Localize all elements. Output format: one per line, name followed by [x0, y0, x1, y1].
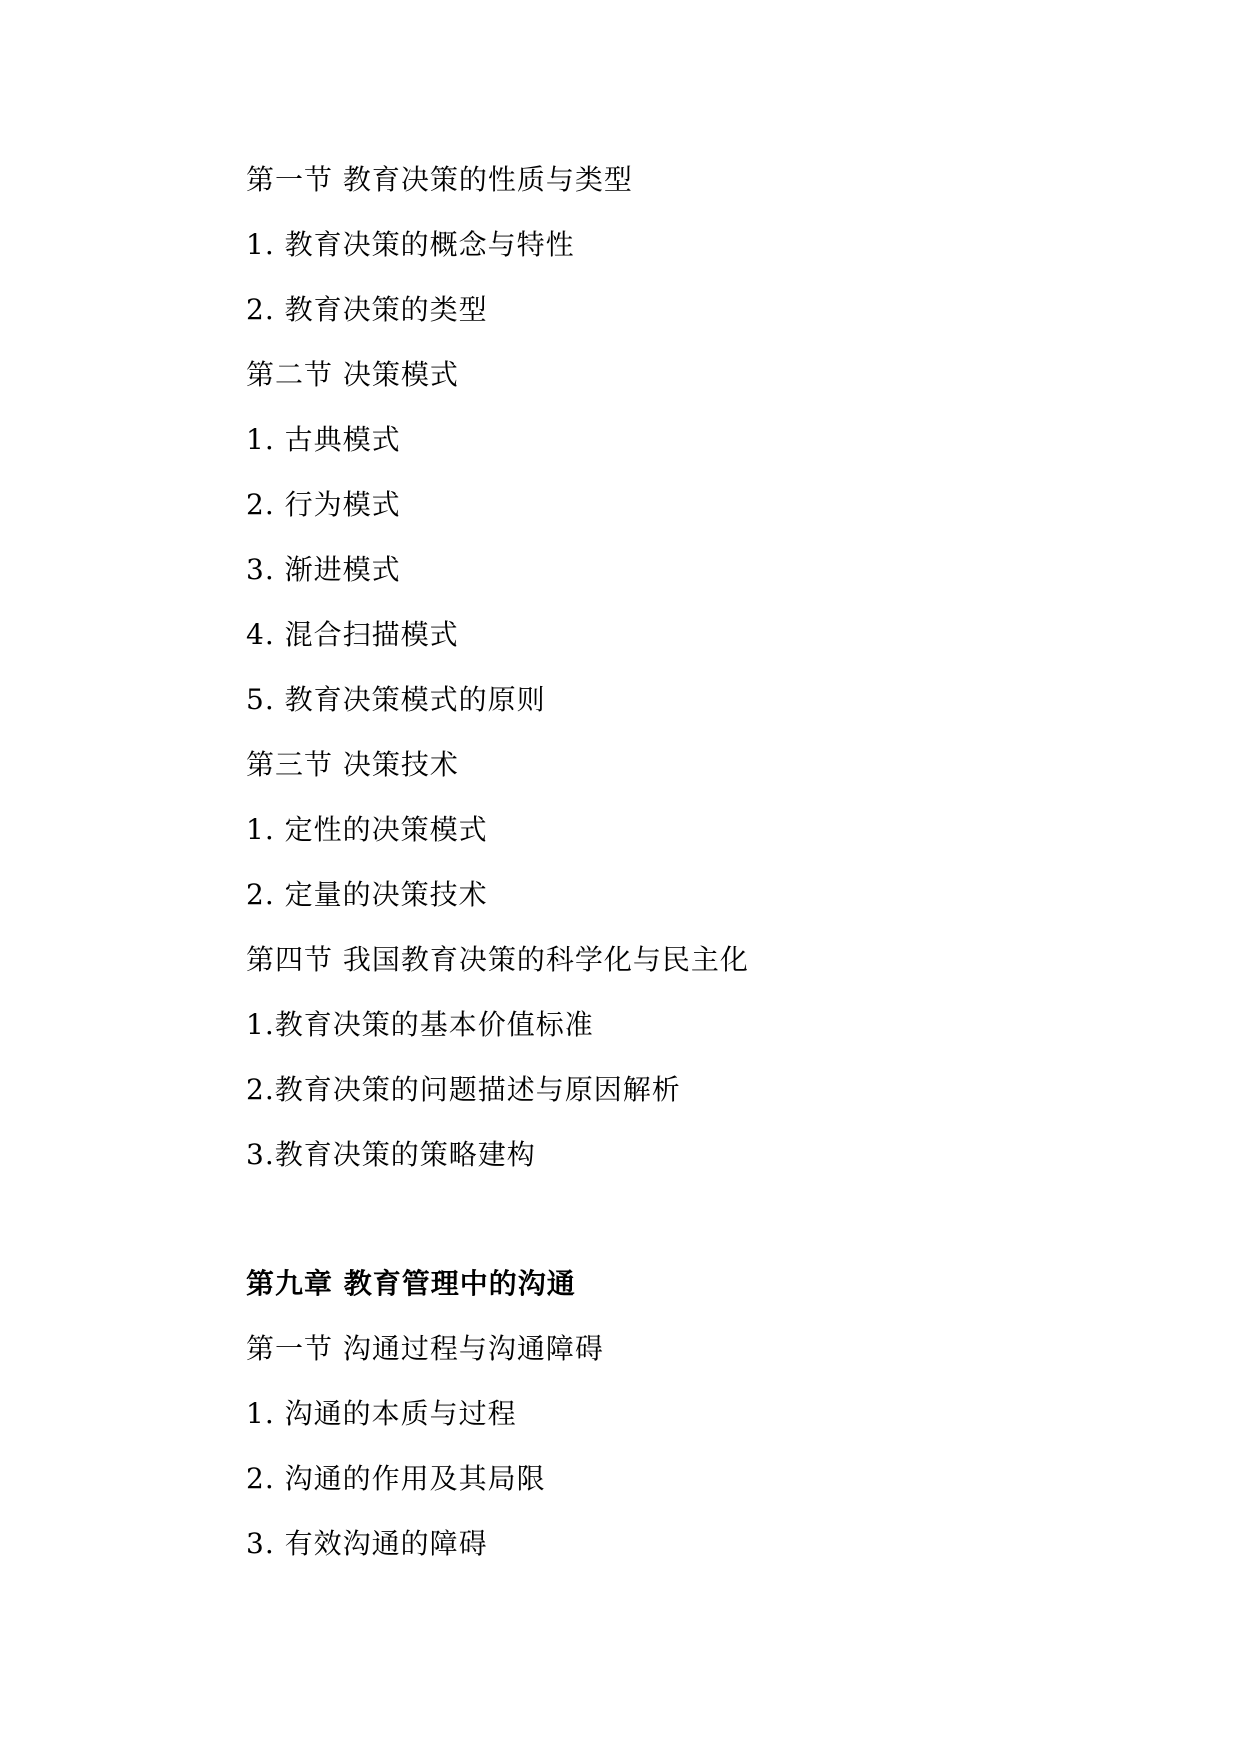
- section-heading: 第二节 决策模式: [246, 358, 459, 391]
- section-heading: 第一节 教育决策的性质与类型: [246, 163, 633, 196]
- list-item: 1. 古典模式: [246, 423, 401, 456]
- list-item: 2. 定量的决策技术: [246, 878, 488, 911]
- list-item: 4. 混合扫描模式: [246, 618, 459, 651]
- section-heading: 第一节 沟通过程与沟通障碍: [246, 1332, 604, 1365]
- chapter-title: 第九章 教育管理中的沟通: [246, 1267, 576, 1300]
- section-heading: 第三节 决策技术: [246, 748, 459, 781]
- list-item: 3. 有效沟通的障碍: [246, 1527, 488, 1560]
- list-item: 2. 教育决策的类型: [246, 293, 488, 326]
- list-item: 3.教育决策的策略建构: [246, 1138, 536, 1171]
- list-item: 2. 沟通的作用及其局限: [246, 1462, 546, 1495]
- list-item: 1.教育决策的基本价值标准: [246, 1008, 594, 1041]
- list-item: 1. 定性的决策模式: [246, 813, 488, 846]
- list-item: 3. 渐进模式: [246, 553, 401, 586]
- section-heading: 第四节 我国教育决策的科学化与民主化: [246, 943, 749, 976]
- list-item: 5. 教育决策模式的原则: [246, 683, 546, 716]
- list-item: 2. 行为模式: [246, 488, 401, 521]
- list-item: 1. 沟通的本质与过程: [246, 1397, 517, 1430]
- list-item: 1. 教育决策的概念与特性: [246, 228, 575, 261]
- list-item: 2.教育决策的问题描述与原因解析: [246, 1073, 681, 1106]
